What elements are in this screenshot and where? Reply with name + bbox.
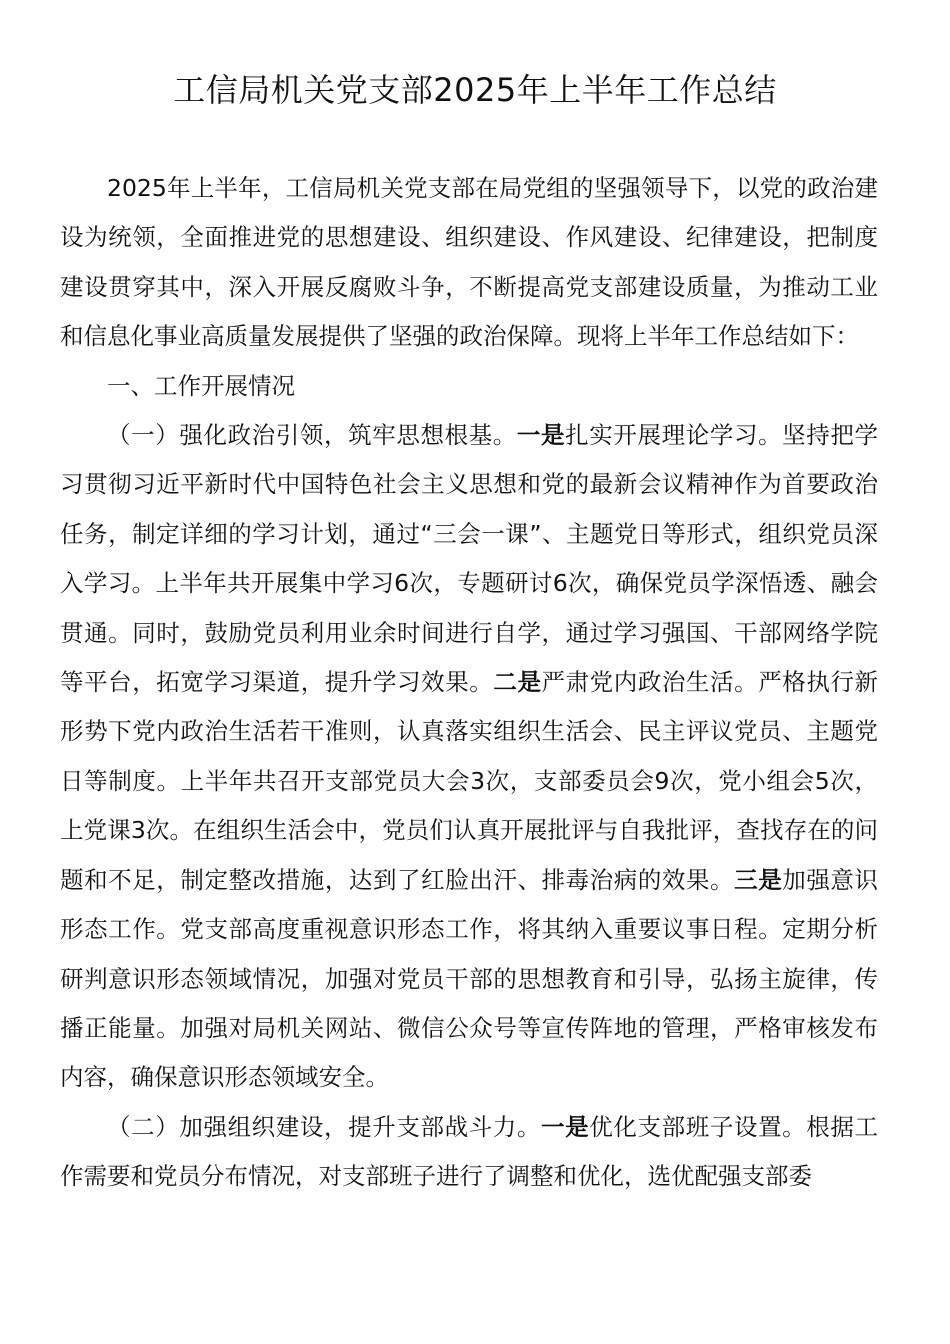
intro-paragraph: 2025年上半年，工信局机关党支部在局党组的坚强领导下，以党的政治建设为统领，全面推进党的思想建设、组织建设、作风建设、纪律建设，把制度建设贯穿其中，深入开展反腐败斗争，不断提高党支部建设质量，为推动工业和信息化事业高质量发展提供了坚强的政治保障。现将上半年工作总结如下： [60, 174, 878, 351]
part1-lead: （一）强化政治引领，筑牢思想根基。 [107, 421, 517, 450]
part2-item1-label: 一是 [541, 1112, 590, 1141]
part2-item1-text: 优化支部班子设置。根据工作需要和党员分布情况，对支部班子进行了调整和优化，选优配强支部委 [60, 1112, 879, 1191]
part1-item1-label: 一是 [516, 421, 566, 450]
part1-paragraph [60, 411, 878, 1103]
section-heading: 一、工作开展情况 [107, 371, 295, 400]
part1-item3-text: 加强意识形态工作。党支部高度重视意识形态工作，将其纳入重要议事日程。定期分析研判意识形态领域情况，加强对党员干部的思想教育和引导，弘扬主旋律，传播正能量。加强对局机关网站、微信公众号等宣传阵地的管理，严格审核发布内容，确保意识形态领域安全。 [60, 865, 879, 1092]
part1-item1-text: 扎实开展理论学习。坚持把学习贯彻习近平新时代中国特色社会主义思想和党的最新会议精神作为首要政治任务，制定详细的学习计划，通过“三会一课”、主题党日等形式，组织党员深入学习。上半年共开展集中学习6次，专题研讨6次，确保党员学深悟透、融会贯通。同时，鼓励党员利用业余时间进行自学，通过学习强国、干部网络学院等平台，拓宽学习渠道，提升学习效果。 [60, 421, 879, 697]
document-title: 工信局机关党支部2025年上半年工作总结 [173, 71, 777, 109]
part2-paragraph [60, 1103, 878, 1202]
part1-item3-label: 三是 [734, 865, 783, 894]
part2-lead: （二）加强组织建设，提升支部战斗力。 [107, 1112, 542, 1141]
part1-item2-text: 严肃党内政治生活。严格执行新形势下党内政治生活若干准则，认真落实组织生活会、民主评议党员、主题党日等制度。上半年共召开支部党员大会3次，支部委员会9次，党小组会5次，上党课3次。在组织生活会中，党员们认真开展批评与自我批评，查找存在的问题和不足，制定整改措施，达到了红脸出汗、排毒治病的效果。 [60, 668, 879, 894]
document-body [60, 164, 878, 1202]
part1-item2-label: 二是 [493, 668, 542, 697]
